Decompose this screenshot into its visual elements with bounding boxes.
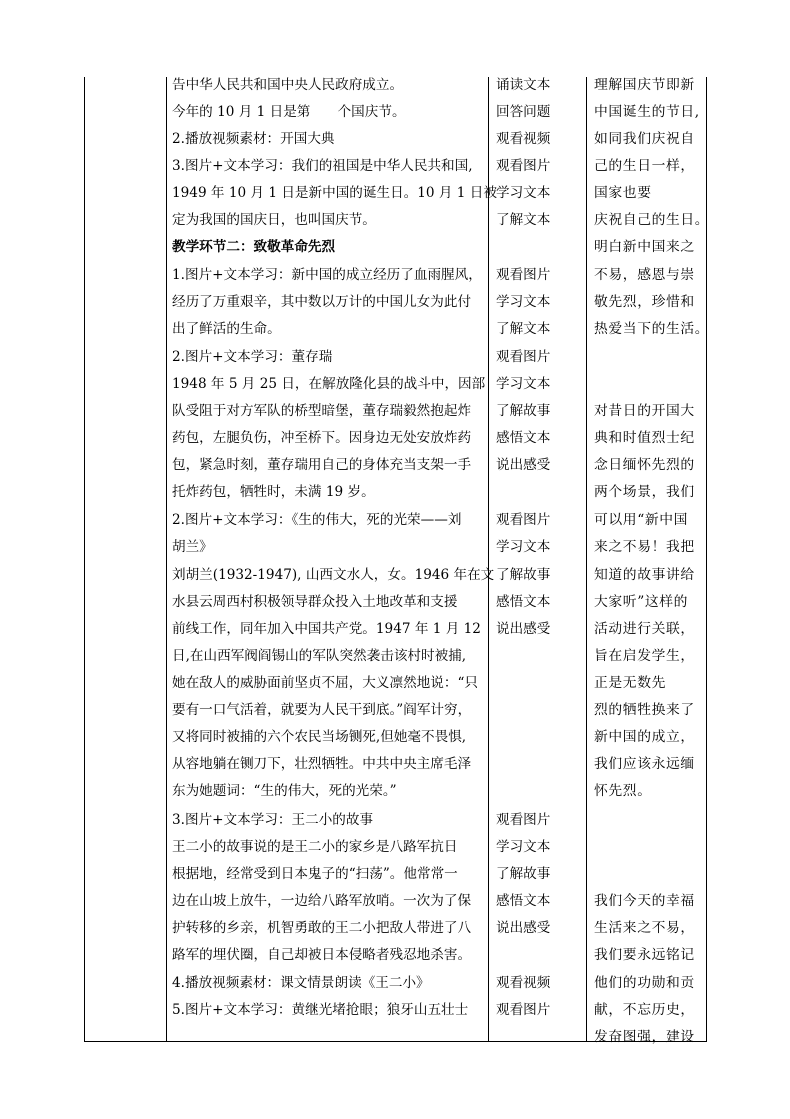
table-border-left bbox=[84, 77, 85, 1042]
content-text-line: 教学环节二：致敬革命先烈 bbox=[172, 239, 336, 255]
content-text-line: 刘胡兰(1932-1947), 山西文水人，女。1946 年在文 bbox=[172, 567, 495, 583]
intent-text-line: 来之不易！我把 bbox=[594, 539, 695, 555]
content-text-line: 今年的 10 月 1 日是第 个国庆节。 bbox=[172, 104, 406, 120]
intent-text-line: 念日缅怀先烈的 bbox=[594, 457, 695, 473]
content-text-line: 3.图片+文本学习：我们的祖国是中华人民共和国, bbox=[172, 158, 473, 174]
intent-text-line: 发奋图强，建设 bbox=[594, 1029, 695, 1045]
activity-text-line: 学习文本 bbox=[496, 539, 551, 555]
table-divider-3 bbox=[586, 77, 587, 1042]
activity-text-line: 感悟文本 bbox=[496, 430, 551, 446]
intent-text-line: 敬先烈，珍惜和 bbox=[594, 294, 695, 310]
table-divider-2 bbox=[488, 77, 489, 1042]
content-text-line: 队受阻于对方军队的桥型暗堡，董存瑞毅然抱起炸 bbox=[172, 403, 472, 419]
activity-text-line: 学习文本 bbox=[496, 376, 551, 392]
intent-text-line: 我们要永远铭记 bbox=[594, 947, 695, 963]
content-text-line: 2.播放视频素材：开国大典 bbox=[172, 131, 335, 147]
intent-text-line: 我们应该永远缅 bbox=[594, 756, 695, 772]
intent-text-line: 大家听”这样的 bbox=[594, 594, 689, 610]
activity-text-line: 观看图片 bbox=[496, 158, 551, 174]
content-text-line: 定为我国的国庆日，也叫国庆节。 bbox=[172, 212, 376, 228]
activity-text-line: 观看图片 bbox=[496, 812, 551, 828]
content-text-line: 药包，左腿负伤，冲至桥下。因身边无处安放炸药 bbox=[172, 430, 472, 446]
intent-text-line: 知道的故事讲给 bbox=[594, 567, 695, 583]
content-text-line: 根据地，经常受到日本鬼子的“扫荡”。他常常一 bbox=[172, 866, 458, 882]
intent-text-line: 献，不忘历史， bbox=[594, 1002, 695, 1018]
content-text-line: 1.图片+文本学习：新中国的成立经历了血雨腥风， bbox=[172, 267, 482, 283]
intent-text-line: 正是无数先 bbox=[594, 675, 666, 691]
intent-text-line: 如同我们庆祝自 bbox=[594, 131, 695, 147]
content-text-line: 要有一口气活着，就要为人民干到底。”阎军计穷， bbox=[172, 702, 472, 718]
content-text-line: 2.图片+文本学习：《生的伟大，死的光荣——刘 bbox=[172, 512, 462, 528]
content-text-line: 胡兰》 bbox=[172, 539, 213, 555]
content-text-line: 托炸药包，牺牲时，未满 19 岁。 bbox=[172, 484, 375, 500]
activity-text-line: 观看视频 bbox=[496, 131, 551, 147]
activity-text-line: 学习文本 bbox=[496, 294, 551, 310]
content-text-line: 又将同时被捕的六个农民当场铡死,但她毫不畏惧, bbox=[172, 729, 467, 745]
intent-text-line: 可以用“新中国 bbox=[594, 512, 689, 528]
activity-text-line: 了解故事 bbox=[496, 403, 551, 419]
intent-text-line: 明白新中国来之 bbox=[594, 239, 695, 255]
activity-text-line: 观看视频 bbox=[496, 975, 551, 991]
content-text-line: 她在敌人的威胁面前坚贞不屈，大义凛然地说：“只 bbox=[172, 675, 479, 691]
content-text-line: 东为她题词：“生的伟大，死的光荣。” bbox=[172, 783, 397, 799]
table-divider-1 bbox=[166, 77, 167, 1042]
content-text-line: 出了鲜活的生命。 bbox=[172, 321, 281, 337]
intent-text-line: 己的生日一样， bbox=[594, 158, 695, 174]
content-text-line: 2.图片+文本学习：董存瑞 bbox=[172, 349, 333, 365]
intent-text-line: 两个场景，我们 bbox=[594, 484, 695, 500]
activity-text-line: 了解故事 bbox=[496, 567, 551, 583]
intent-text-line: 国家也要 bbox=[594, 185, 652, 201]
activity-text-line: 回答问题 bbox=[496, 104, 551, 120]
intent-text-line: 对昔日的开国大 bbox=[594, 403, 695, 419]
content-text-line: 前线工作，同年加入中国共产党。1947 年 1 月 12 bbox=[172, 621, 481, 637]
intent-text-line: 我们今天的幸福 bbox=[594, 893, 695, 909]
intent-text-line: 生活来之不易， bbox=[594, 920, 695, 936]
activity-text-line: 说出感受 bbox=[496, 621, 551, 637]
activity-text-line: 诵读文本 bbox=[496, 77, 551, 93]
activity-text-line: 观看图片 bbox=[496, 1002, 551, 1018]
content-text-line: 告中华人民共和国中央人民政府成立。 bbox=[172, 77, 404, 93]
content-text-line: 3.图片+文本学习：王二小的故事 bbox=[172, 812, 374, 828]
activity-text-line: 说出感受 bbox=[496, 457, 551, 473]
content-text-line: 经历了万重艰辛，其中数以万计的中国儿女为此付 bbox=[172, 294, 472, 310]
activity-text-line: 学习文本 bbox=[496, 839, 551, 855]
intent-text-line: 热爱当下的生活。 bbox=[594, 321, 710, 337]
content-text-line: 路军的埋伏圈，自己却被日本侵略者残忍地杀害。 bbox=[172, 947, 472, 963]
intent-text-line: 烈的牺牲换来了 bbox=[594, 702, 695, 718]
activity-text-line: 学习文本 bbox=[496, 185, 551, 201]
intent-text-line: 他们的功勋和贡 bbox=[594, 975, 695, 991]
content-text-line: 1948 年 5 月 25 日，在解放隆化县的战斗中，因部 bbox=[172, 376, 486, 392]
content-text-line: 王二小的故事说的是王二小的家乡是八路军抗日 bbox=[172, 839, 458, 855]
activity-text-line: 了解文本 bbox=[496, 321, 551, 337]
intent-text-line: 活动进行关联， bbox=[594, 621, 695, 637]
intent-text-line: 庆祝自己的生日。 bbox=[594, 212, 710, 228]
intent-text-line: 理解国庆节即新 bbox=[594, 77, 695, 93]
content-text-line: 从容地躺在铡刀下，壮烈牺牲。中共中央主席毛泽 bbox=[172, 756, 472, 772]
activity-text-line: 观看图片 bbox=[496, 512, 551, 528]
activity-text-line: 观看图片 bbox=[496, 349, 551, 365]
intent-text-line: 旨在启发学生， bbox=[594, 648, 695, 664]
activity-text-line: 观看图片 bbox=[496, 267, 551, 283]
content-text-line: 5.图片+文本学习：黄继光堵抢眼；狼牙山五壮士 bbox=[172, 1002, 469, 1018]
activity-text-line: 感悟文本 bbox=[496, 594, 551, 610]
intent-text-line: 新中国的成立， bbox=[594, 729, 695, 745]
intent-text-line: 典和时值烈士纪 bbox=[594, 430, 695, 446]
activity-text-line: 说出感受 bbox=[496, 920, 551, 936]
content-text-line: 包，紧急时刻，董存瑞用自己的身体充当支架一手 bbox=[172, 457, 472, 473]
activity-text-line: 了解文本 bbox=[496, 212, 551, 228]
content-text-line: 日,在山西军阀阎锡山的军队突然袭击该村时被捕, bbox=[172, 648, 467, 664]
intent-text-line: 中国诞生的节日, bbox=[594, 104, 700, 120]
activity-text-line: 感悟文本 bbox=[496, 893, 551, 909]
content-text-line: 边在山坡上放牛，一边给八路军放哨。一次为了保 bbox=[172, 893, 472, 909]
content-text-line: 水县云周西村积极领导群众投入土地改革和支援 bbox=[172, 594, 458, 610]
content-text-line: 护转移的乡亲，机智勇敢的王二小把敌人带进了八 bbox=[172, 920, 472, 936]
intent-text-line: 不易，感恩与崇 bbox=[594, 267, 695, 283]
intent-text-line: 怀先烈。 bbox=[594, 783, 652, 799]
content-text-line: 4.播放视频素材：课文情景朗读《王二小》 bbox=[172, 975, 430, 991]
activity-text-line: 了解故事 bbox=[496, 866, 551, 882]
content-text-line: 1949 年 10 月 1 日是新中国的诞生日。10 月 1 日被 bbox=[172, 185, 497, 201]
